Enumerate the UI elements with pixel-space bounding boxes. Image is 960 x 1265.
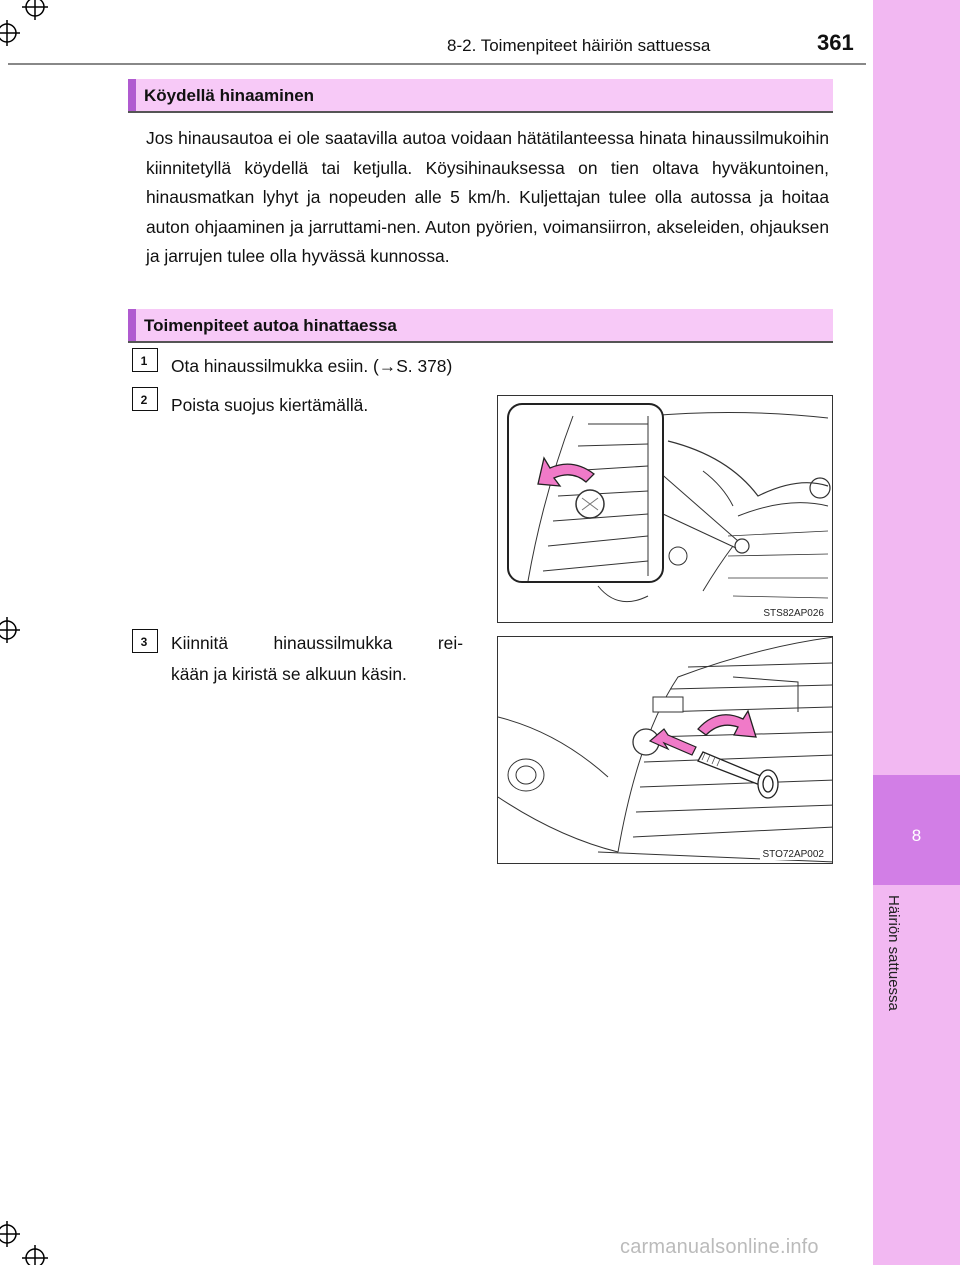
attach-eyelet-illustration xyxy=(498,637,833,864)
step-number-badge: 3 xyxy=(132,629,158,653)
step-text: Poista suojus kiertämällä. xyxy=(171,395,369,415)
step-text-line-2: kään ja kiristä se alkuun käsin. xyxy=(171,664,407,684)
section-title: Köydellä hinaaminen xyxy=(144,86,315,105)
watermark: carmanualsonline.info xyxy=(620,1236,819,1258)
crop-mark-mid-left xyxy=(0,617,20,643)
section-body: Jos hinausautoa ei ole saatavilla autoa voidaan hätätilanteessa hinata hinaussilmukoihin kiinnitetyllä köydellä tai ketjulla. Köysihinauksessa on tien oltava hyväkuntoinen, hinausmatkan lyhyt ja nopeuden alle 5 km/h. Kuljettajan tulee olla autossa ja hoitaa auton ohjaaminen ja jarruttami-nen. Auton pyörien, voimansiirron, akseleiden, ohjauksen ja jarrujen tulee olla hyvässä kunnossa. xyxy=(146,128,829,267)
crop-mark-top-left xyxy=(0,20,20,46)
step-number-badge: 1 xyxy=(132,348,158,372)
section-header-towing-rope xyxy=(128,79,833,113)
step-text-line-1: Kiinnitä hinaussilmukka rei- xyxy=(171,633,463,653)
chapter-side-tab xyxy=(873,0,960,1265)
section-title: Toimenpiteet autoa hinattaessa xyxy=(144,316,397,335)
header-rule xyxy=(8,63,866,65)
section-header-bar xyxy=(128,309,136,341)
section-header-towing-steps xyxy=(128,309,833,343)
figure-code: STO72AP002 xyxy=(762,849,824,860)
figure-attach-towing-eyelet xyxy=(497,636,833,864)
crop-mark-bottom-left-b xyxy=(22,1245,48,1265)
figure-code: STS82AP026 xyxy=(763,608,824,619)
chapter-title: Häiriön sattuessa xyxy=(885,895,902,1011)
page-number: 361 xyxy=(817,30,854,55)
crop-mark-top-center xyxy=(22,0,48,20)
step-text: Ota hinaussilmukka esiin. (→S. 378) xyxy=(171,356,453,376)
figure-remove-cover xyxy=(497,395,833,623)
step-number-badge: 2 xyxy=(132,387,158,411)
section-header-bar xyxy=(128,79,136,111)
crop-mark-bottom-left xyxy=(0,1221,20,1247)
chapter-side-label xyxy=(880,895,904,1055)
chapter-number: 8 xyxy=(911,826,922,845)
remove-cover-illustration xyxy=(498,396,833,623)
running-header: 8-2. Toimenpiteet häiriön sattuessa xyxy=(447,36,711,55)
step-text xyxy=(171,628,463,690)
